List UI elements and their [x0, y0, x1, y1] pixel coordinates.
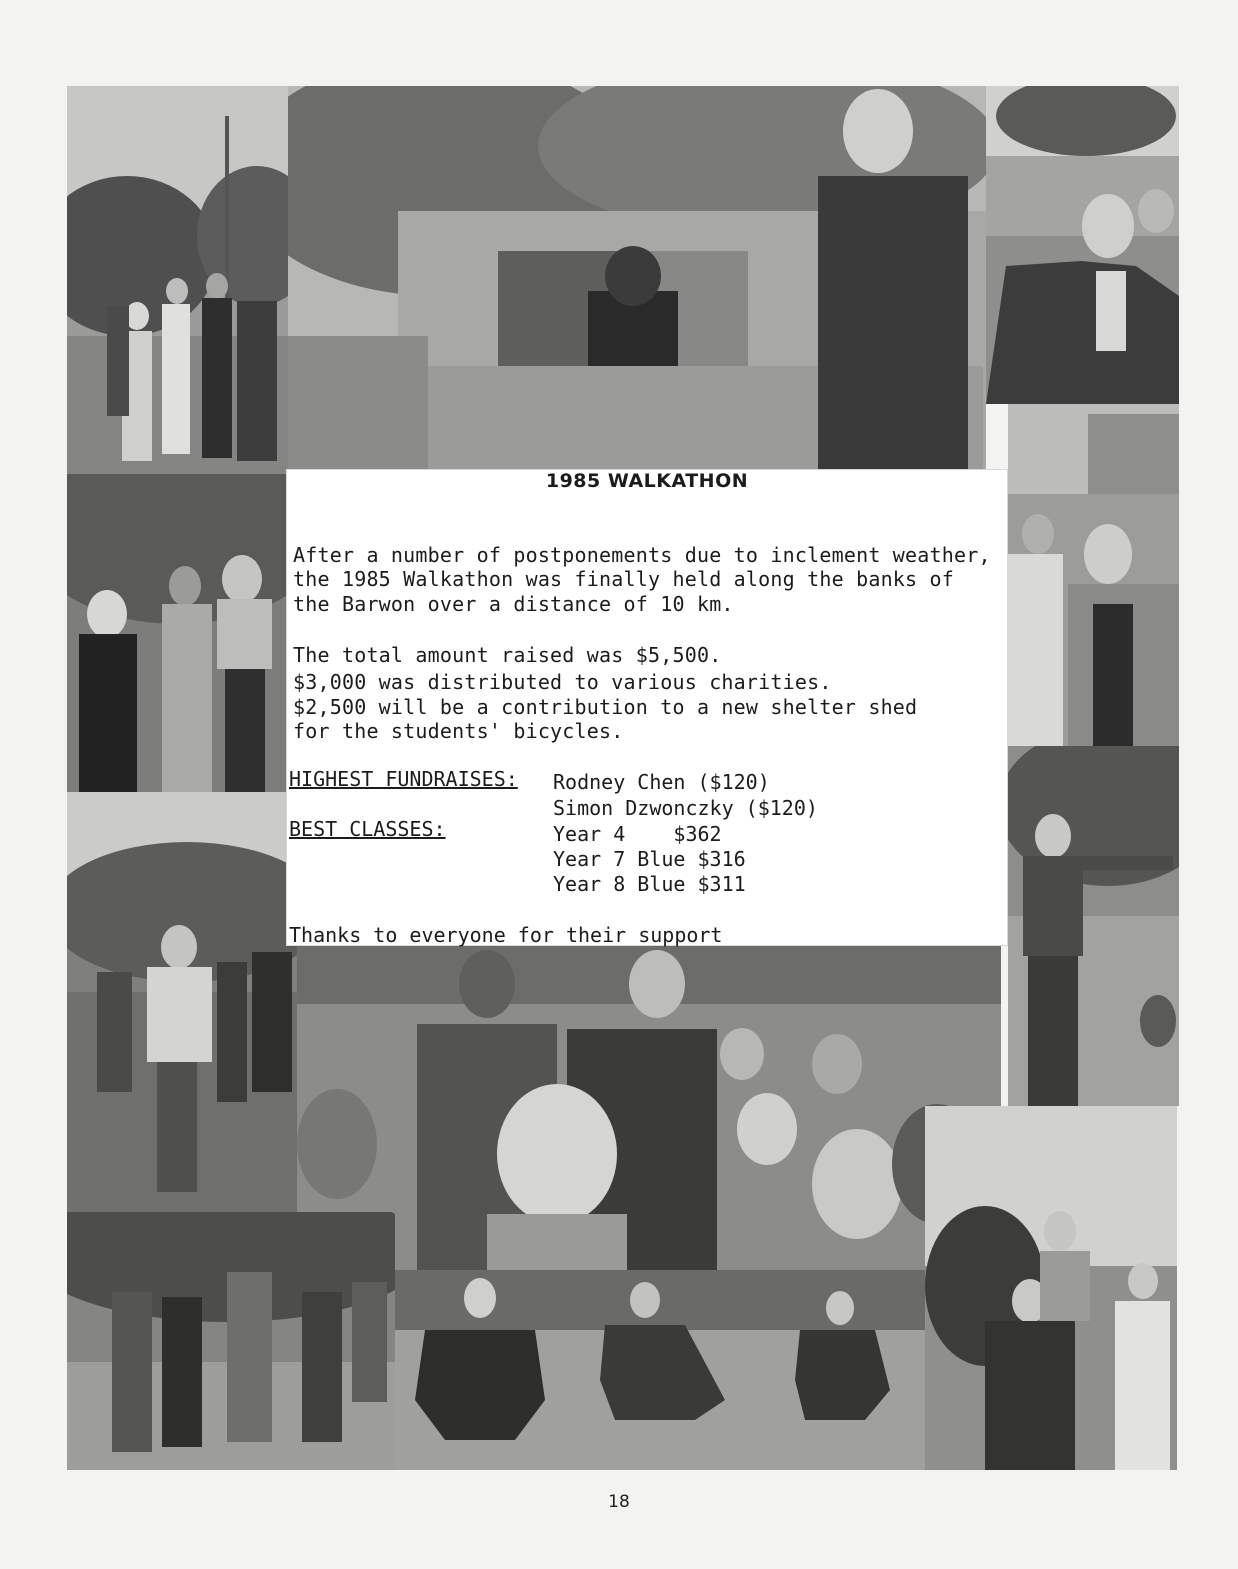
photo-crowd-of-boys	[297, 944, 1001, 1270]
paragraph2-line2: $3,000 was distributed to various charities.	[293, 670, 832, 694]
highest-fundraiser-1: Rodney Chen ($120)	[553, 770, 770, 794]
best-class-2: Year 7 Blue $316	[553, 847, 746, 871]
paragraph1-line1: After a number of postponements due to inclement weather,	[293, 543, 991, 567]
photo-boy-waving	[925, 1106, 1177, 1470]
photo-students-walking-path	[67, 792, 297, 1212]
paragraph1-line3: the Barwon over a distance of 10 km.	[293, 592, 734, 616]
photo-group-walking-park	[67, 1212, 395, 1470]
best-classes-label: BEST CLASSES:	[289, 817, 446, 841]
paragraph1-line2: the 1985 Walkathon was finally held along the banks of	[293, 567, 955, 591]
article-title: 1985 WALKATHON	[545, 470, 749, 492]
photo-boy-opening-jacket	[986, 86, 1179, 404]
best-class-1: Year 4 $362	[553, 822, 722, 846]
paragraph2-line1: The total amount raised was $5,500.	[293, 643, 722, 667]
photo-car-and-man	[288, 86, 986, 470]
thanks-line: Thanks to everyone for their support	[289, 923, 723, 947]
walkathon-article	[287, 470, 1007, 945]
highest-fundraisers-label: HIGHEST FUNDRAISES:	[289, 767, 518, 791]
photo-teachers-group	[67, 474, 289, 792]
highest-fundraiser-2: Simon Dzwonczky ($120)	[553, 796, 818, 820]
page-number: 18	[608, 1492, 630, 1512]
photo-three-boys-sitting	[395, 1270, 925, 1470]
photo-boys-by-fence	[1008, 404, 1179, 746]
best-class-3: Year 8 Blue $311	[553, 872, 746, 896]
paragraph2-line3: $2,500 will be a contribution to a new shelter shed	[293, 695, 918, 719]
photo-group-walking-road	[67, 86, 292, 474]
photo-man-pointing	[1008, 746, 1179, 1106]
paragraph2-line4: for the students' bicycles.	[293, 719, 624, 743]
